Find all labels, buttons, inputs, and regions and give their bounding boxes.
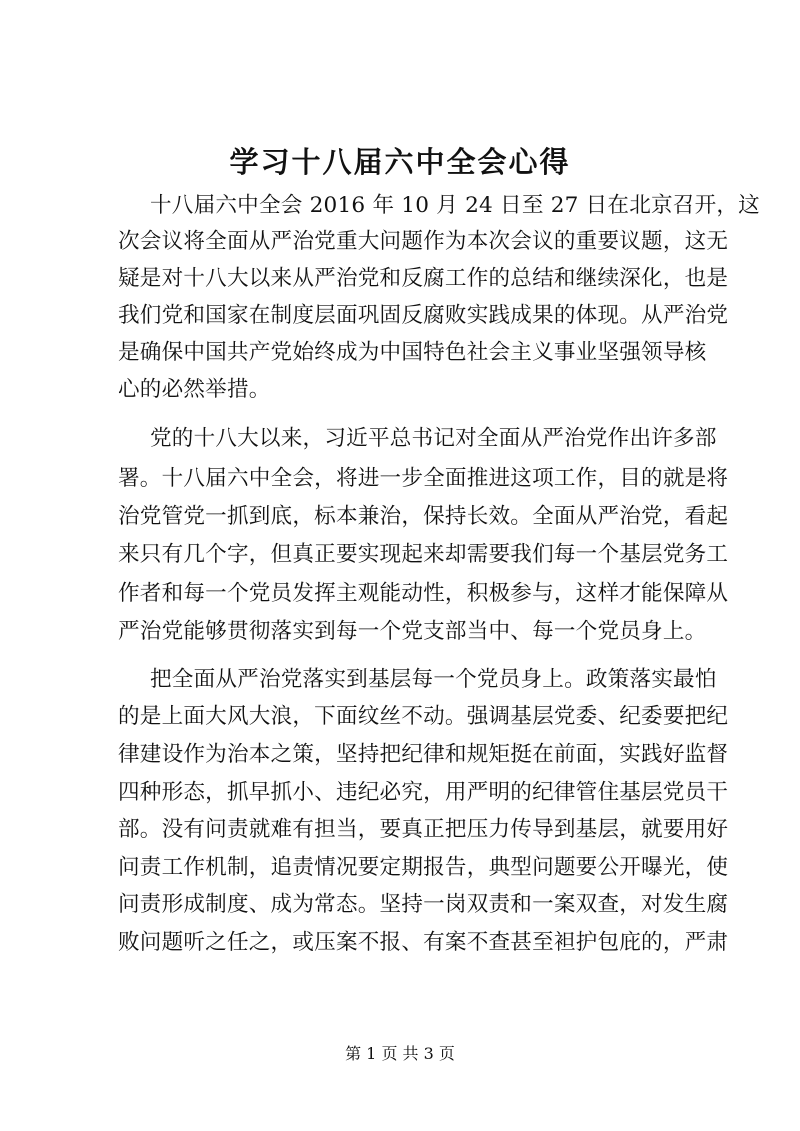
body-line: 心的必然举措。 (118, 377, 271, 402)
body-line: 严治党能够贯彻落实到每一个党支部当中、每一个党员身上。 (118, 619, 707, 644)
body-line: 疑是对十八大以来从严治党和反腐工作的总结和继续深化，也是 (118, 266, 729, 291)
body-line: 是确保中国共产党始终成为中国特色社会主义事业坚强领导核 (118, 340, 707, 365)
body-line: 四种形态，抓早抓小、违纪必究，用严明的纪律管住基层党员干 (118, 780, 729, 805)
body-line: 我们党和国家在制度层面巩固反腐败实践成果的体现。从严治党 (118, 303, 729, 328)
body-line: 败问题听之任之，或压案不报、有案不查甚至袒护包庇的，严肃 (118, 930, 729, 955)
page-title: 学习十八届六中全会心得 (229, 145, 571, 179)
body-line: 治党管党一抓到底，标本兼治，保持长效。全面从严治党，看起 (118, 504, 729, 529)
body-line: 问责形成制度、成为常态。坚持一岗双责和一案双查，对发生腐 (118, 892, 729, 917)
body-line: 署。十八届六中全会，将进一步全面推进这项工作，目的就是将 (118, 466, 729, 491)
page-number-footer: 第 1 页 共 3 页 (345, 1044, 455, 1063)
body-line: 来只有几个字，但真正要实现起来却需要我们每一个基层党务工 (118, 542, 729, 567)
body-line: 作者和每一个党员发挥主观能动性，积极参与，这样才能保障从 (118, 581, 729, 606)
body-line: 的是上面大风大浪，下面纹丝不动。强调基层党委、纪委要把纪 (118, 704, 729, 729)
body-line: 十八届六中全会 2016 年 10 月 24 日至 27 日在北京召开，这 (150, 193, 760, 218)
body-line: 问责工作机制，追责情况要定期报告，典型问题要公开曝光，使 (118, 855, 729, 880)
body-line: 律建设作为治本之策，坚持把纪律和规矩挺在前面，实践好监督 (118, 742, 729, 767)
body-line: 次会议将全面从严治党重大问题作为本次会议的重要议题，这无 (118, 229, 729, 254)
body-line: 把全面从严治党落实到基层每一个党员身上。政策落实最怕 (150, 667, 717, 692)
body-line: 部。没有问责就难有担当，要真正把压力传导到基层，就要用好 (118, 817, 729, 842)
body-line: 党的十八大以来，习近平总书记对全面从严治党作出许多部 (150, 426, 717, 451)
